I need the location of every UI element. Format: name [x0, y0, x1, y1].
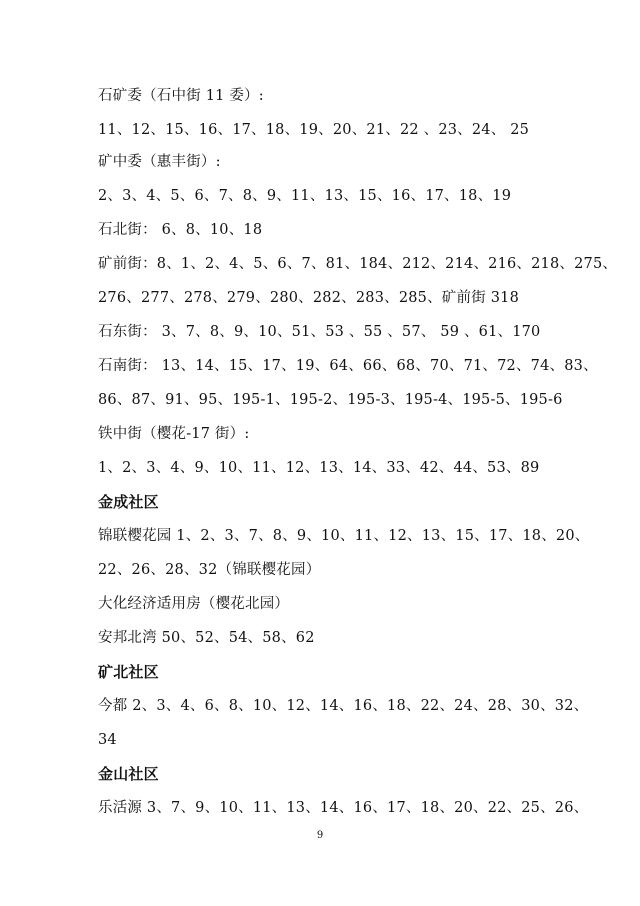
house-numbers-shikuangwei: 11、12、15、16、17、18、19、20、21、22 、23、24、 25 — [98, 122, 530, 138]
community-line-jindu: 今都 2、3、4、6、8、10、12、14、16、18、22、24、28、30、32、 — [98, 698, 589, 714]
community-line-jinlian: 锦联樱花园 1、2、3、7、8、9、10、11、12、13、15、17、18、20、 — [98, 528, 590, 544]
community-line-lehuoyuan: 乐活源 3、7、9、10、11、13、14、16、17、18、20、22、25、26、 — [98, 800, 589, 816]
community-line-jinlian-cont: 22、26、28、32（锦联樱花园） — [98, 562, 321, 578]
street-line-shibeijie: 石北街： 6、8、10、18 — [98, 222, 263, 238]
section-heading-jinshan: 金山社区 — [98, 765, 159, 783]
street-line-shidongjie: 石东街： 3、7、8、9、10、51、53 、55 、57、 59 、61、170 — [98, 324, 541, 340]
street-heading-tiezhongjie: 铁中街（樱花-17 街）: — [98, 426, 250, 442]
street-line-shinanjie-cont: 86、87、91、95、195-1、195-2、195-3、195-4、195-5、195-6 — [98, 392, 563, 408]
community-line-jindu-cont: 34 — [98, 732, 117, 748]
section-heading-jincheng: 金成社区 — [98, 493, 159, 511]
street-heading-shikuangwei: 石矿委（石中街 11 委）: — [98, 88, 264, 104]
house-numbers-tiezhongjie: 1、2、3、4、9、10、11、12、13、14、33、42、44、53、89 — [98, 460, 540, 476]
street-line-shinanjie: 石南街： 13、14、15、17、19、64、66、68、70、71、72、74、83、 — [98, 358, 598, 374]
page-number: 9 — [316, 830, 324, 841]
community-line-anbang: 安邦北湾 50、52、54、58、62 — [98, 630, 315, 646]
community-line-dahua: 大化经济适用房（樱花北园） — [98, 596, 290, 612]
section-heading-kuangbei: 矿北社区 — [98, 663, 159, 681]
street-line-kuangqianjie-cont: 276、277、278、279、280、282、283、285、矿前街 318 — [98, 290, 519, 306]
house-numbers-kuangzhongwei: 2、3、4、5、6、7、8、9、11、13、15、16、17、18、19 — [98, 188, 512, 204]
street-heading-kuangzhongwei: 矿中委（惠丰街）: — [98, 154, 221, 170]
street-line-kuangqianjie: 矿前街：8、1、2、4、5、6、7、81、184、212、214、216、218、275、 — [98, 256, 618, 272]
